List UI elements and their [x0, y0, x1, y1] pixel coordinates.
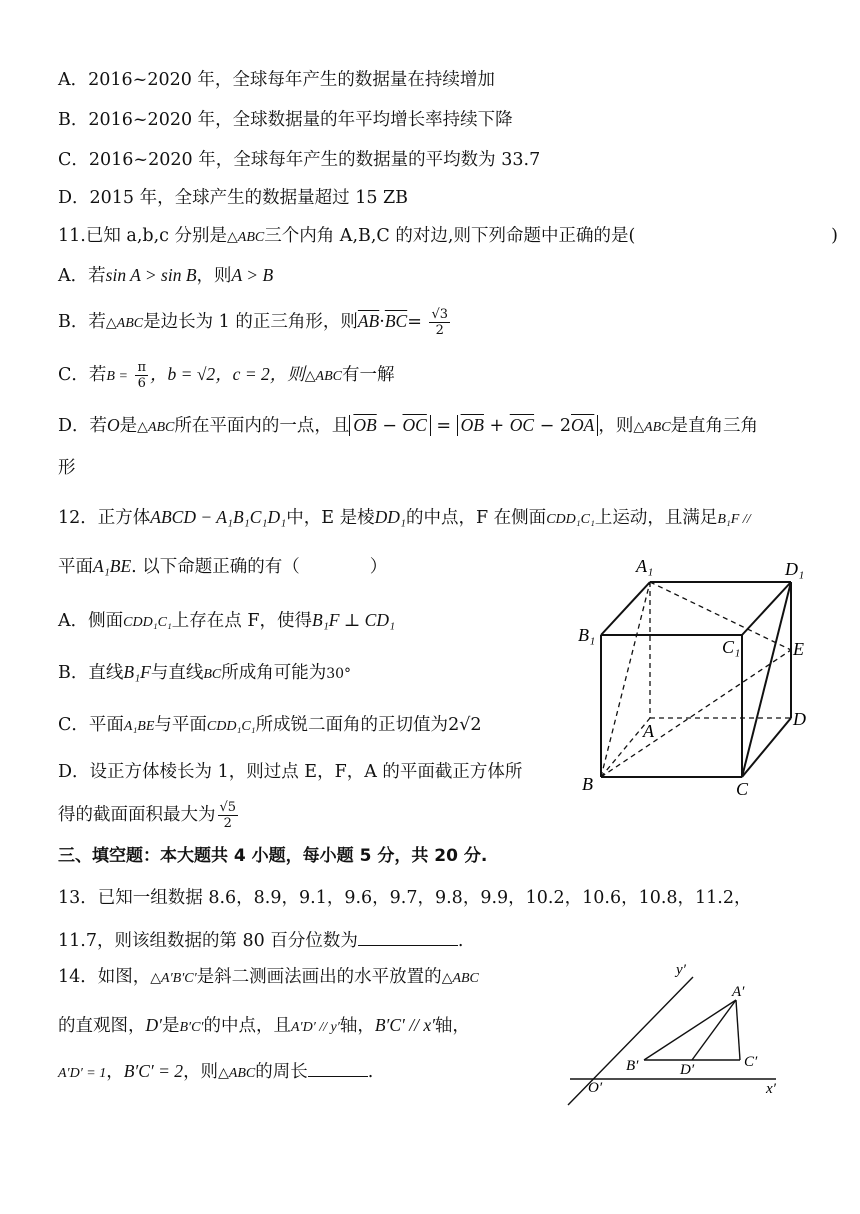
vector-norm: $\overline{OB} + \overline{OC} - 2\overline{OA}$	[457, 415, 599, 436]
q10-option-a: A．2016~2020 年，全球每年产生的数据量在持续增加	[58, 70, 495, 90]
q12-stem-line1: 12．正方体ABCD − A₁B₁C₁D₁中，E 是棱DD₁的中点，F 在侧面CDD₁C₁上运动，且满足B₁F //	[58, 507, 751, 528]
fraction: $\frac{\pi}{6}$	[137, 360, 147, 391]
vector-norm: $\overline{OB} - \overline{OC}$	[349, 415, 430, 436]
q10-option-d: D．2015 年，全球产生的数据量超过 15 ZB	[58, 188, 409, 208]
q12-stem-line2: 平面A₁BE. 以下命题正确的有（ ）	[58, 556, 388, 577]
q14-line2: 的直观图，D′是B′C′的中点，且A′D′ // y′轴，B′C′ // x′轴，	[58, 1015, 470, 1036]
q13-line1: 13．已知一组数据 8.6，8.9，9.1，9.6，9.7，9.8，9.9，10.2，10.6，10.8，11.2，	[58, 888, 752, 908]
label-b1: B₁	[578, 625, 596, 645]
oblique-figure	[562, 960, 802, 1110]
q14-line3: A′D′ = 1，B′C′ = 2，则△ABC的周长 .	[58, 1058, 373, 1086]
label-a1: A₁	[636, 556, 654, 576]
label-d: D	[793, 709, 806, 729]
q11-paren-close: )	[831, 226, 838, 246]
label-b-prime: B′	[626, 1058, 639, 1074]
label-c-prime: C′	[744, 1054, 758, 1070]
answer-blank[interactable]	[358, 927, 458, 946]
fraction: $\frac{√3}{2}$	[431, 307, 449, 338]
label-b: B	[582, 774, 593, 794]
q12-option-d-line2: 得的截面面积最大为 $\frac{√5}{2}$	[58, 800, 237, 831]
fraction: $\frac{√5}{2}$	[219, 800, 237, 831]
label-a: A	[643, 721, 654, 741]
q11-option-d: D．若O是△ABC所在平面内的一点，且 $\overline{OB} - \overline{OC} = \overline{OB} + \overline{OC} - 2\overline{OA}$ ，则△ABC是直角三角	[58, 415, 759, 436]
section-heading: 三、填空题：本大题共 4 小题，每小题 5 分，共 20 分.	[58, 846, 488, 866]
q12-option-d-line1: D．设正方体棱长为 1，则过点 E，F，A 的平面截正方体所	[58, 762, 523, 782]
label-c: C	[736, 779, 749, 799]
label-y-prime: y′	[676, 962, 686, 978]
answer-blank[interactable]	[308, 1058, 368, 1077]
q10-option-b: B．2016~2020 年，全球数据量的年平均增长率持续下降	[58, 110, 513, 130]
label-d1: D₁	[785, 559, 805, 579]
label-a-prime: A′	[732, 984, 745, 1000]
q12-option-a: A．侧面CDD₁C₁上存在点 F，使得B₁F ⊥ CD₁	[58, 610, 396, 631]
q12-option-b: B．直线B₁F与直线BC所成角可能为30°	[58, 662, 352, 683]
q12-option-c: C．平面A₁BE与平面CDD₁C₁所成锐二面角的正切值为2√2	[58, 715, 482, 735]
q11-option-b: B．若△ABC是边长为 1 的正三角形，则$\overline{AB}\cdot\overline{BC}=$ $\frac{√3}{2}$	[58, 307, 449, 338]
q11-stem: 11.已知 a,b,c 分别是△ABC三个内角 A,B,C 的对边,则下列命题中正确的是(	[58, 226, 636, 246]
cube-figure	[578, 555, 818, 799]
label-e: E	[793, 639, 804, 659]
q11-option-a: A．若sin A > sin B，则A > B	[58, 265, 274, 286]
label-c1: C₁	[722, 637, 741, 657]
label-d-prime: D′	[680, 1062, 695, 1078]
q14-line1: 14．如图，△A′B′C′是斜二测画法画出的水平放置的△ABC	[58, 967, 479, 987]
q13-line2: 11.7，则该组数据的第 80 百分位数为 .	[58, 927, 463, 953]
label-o-prime: O′	[588, 1080, 603, 1096]
q11-option-d-wrap: 形	[58, 458, 76, 478]
q11-option-c: C．若B = $\frac{\pi}{6}$ ，b = √2，c = 2，则△ABC有一解	[58, 360, 395, 391]
label-x-prime: x′	[766, 1081, 776, 1097]
q10-option-c: C．2016~2020 年，全球每年产生的数据量的平均数为 33.7	[58, 150, 541, 170]
